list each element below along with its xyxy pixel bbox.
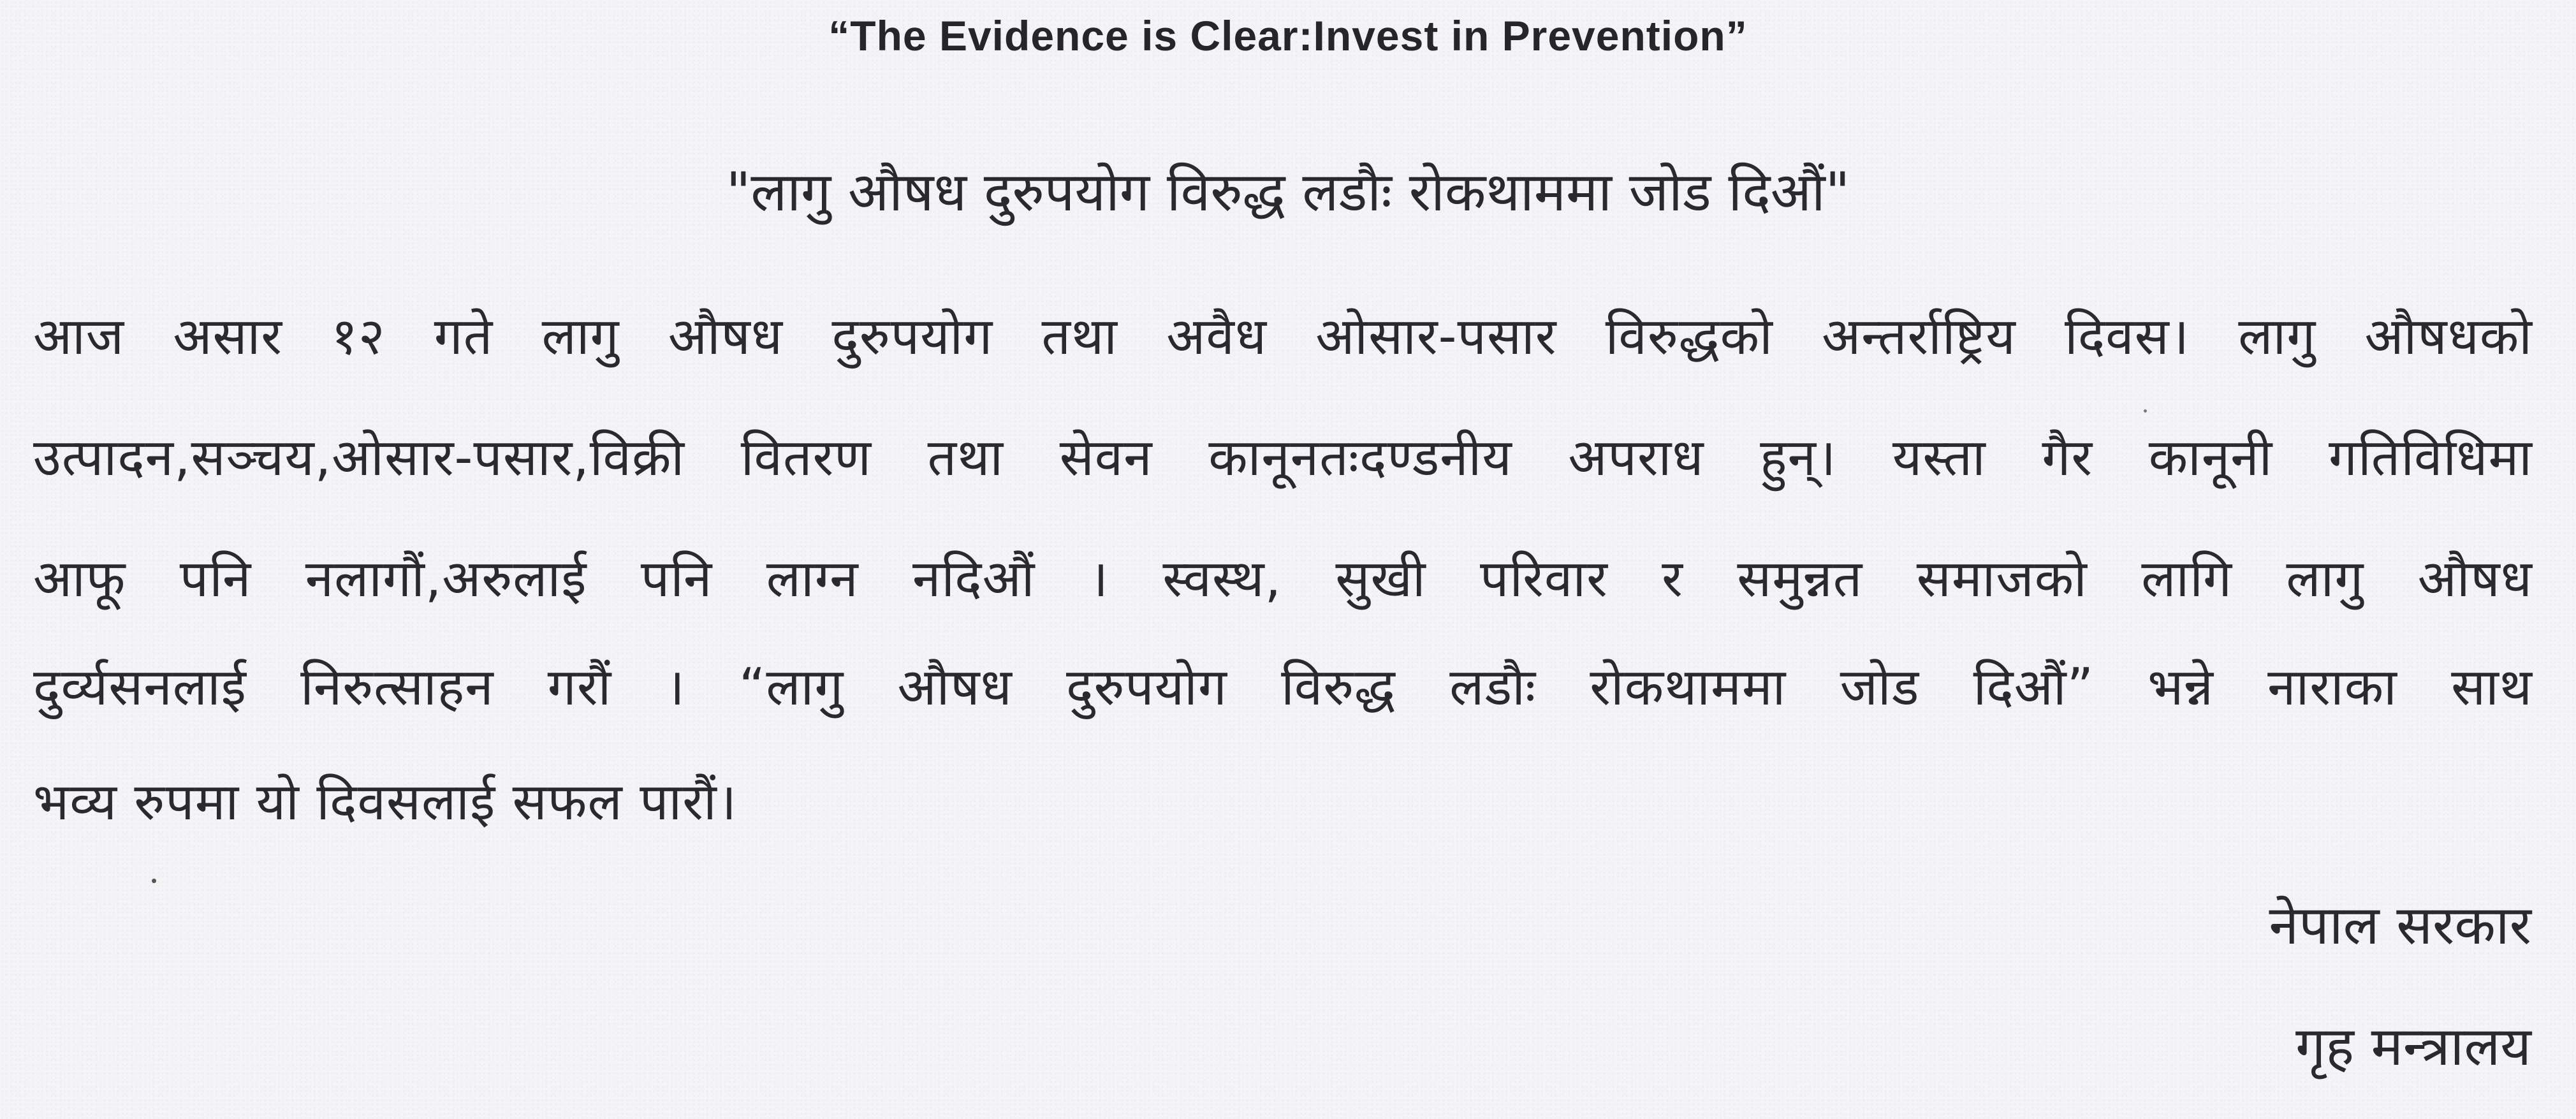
paper-speck: [152, 879, 156, 883]
paper-speck: [2144, 409, 2147, 413]
body-line-2: उत्पादन,सञ्चय,ओसार-पसार,विक्री वितरण तथा सेवन कानूनतःदण्डनीय अपराध हुन्। यस्ता गैर कानूनी गतिविधिमा: [33, 428, 2533, 487]
body-line-5: भव्य रुपमा यो दिवसलाई सफल पारौं।: [33, 772, 738, 831]
body-line-1: आज असार १२ गते लागु औषध दुरुपयोग तथा अवैध ओसार-पसार विरुद्धको अन्तर्राष्ट्रिय दिवस। लागु औषधको: [33, 307, 2533, 366]
signature-ministry: गृह मन्त्रालय: [2295, 1015, 2531, 1078]
body-line-3: आफू पनि नलागौं,अरुलाई पनि लाग्न नदिऔं । स्वस्थ, सुखी परिवार र समुन्नत समाजको लागि लागु औषध: [33, 549, 2533, 608]
english-slogan: “The Evidence is Clear:Invest in Prevention”: [828, 12, 1748, 59]
nepali-slogan: "लागु औषध दुरुपयोग विरुद्ध लडौः रोकथाममा जोड दिऔं": [726, 161, 1850, 223]
body-line-4: दुर्व्यसनलाई निरुत्साहन गरौं । “लागु औषध दुरुपयोग विरुद्ध लडौः रोकथाममा जोड दिऔं” भन्ने नाराका साथ: [33, 657, 2533, 717]
signature-government: नेपाल सरकार: [2269, 894, 2531, 956]
